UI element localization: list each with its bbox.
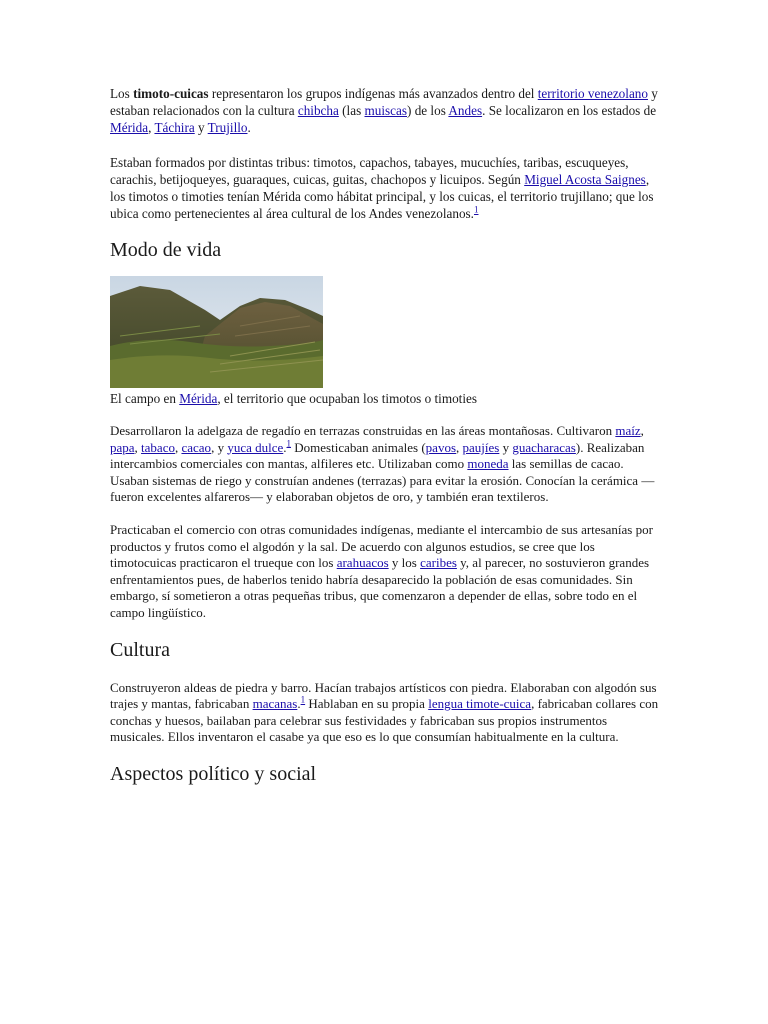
link-tabaco[interactable]: tabaco	[141, 439, 175, 455]
bold-term: timoto-cuicas	[133, 86, 209, 101]
link-yuca-dulce[interactable]: yuca dulce	[227, 439, 284, 455]
text: ). Realizaban intercambios comerciales con mantas, alfileres etc. Utilizaban como	[110, 439, 645, 472]
image-caption	[110, 390, 660, 407]
article-body	[110, 85, 660, 786]
text: ,	[640, 423, 644, 438]
reference-link[interactable]: 1	[286, 438, 292, 449]
heading-modo-de-vida: Modo de vida	[110, 239, 222, 261]
link-papa[interactable]: papa	[110, 439, 135, 455]
modo-de-vida-paragraph-1	[110, 423, 660, 506]
text: Practicaban el comercio con otras comunidades indígenas, mediante el intercambio de sus artesanías por productos y frutos como el algodón y la sal. De acuerdo con algunos estudios, se cree que los timotocuicas practicaron el trueque con los	[110, 521, 653, 571]
text: ,	[134, 439, 142, 455]
text: Hablaban en su propia	[305, 696, 429, 712]
heading-cultura: Cultura	[110, 638, 170, 661]
link-andes[interactable]: Andes	[448, 103, 483, 118]
merida-landscape-image	[110, 276, 323, 388]
text: ) de los	[407, 103, 449, 118]
link-merida-caption[interactable]: Mérida	[179, 391, 218, 406]
text: y	[499, 439, 513, 455]
link-merida[interactable]: Mérida	[110, 120, 149, 135]
text: , los timotos o timoties tenían Mérida como hábitat principal, y los cuicas, el territorio trujillano; que los ubica como pertenecientes al área cultural de los Andes venezolanos.	[110, 172, 654, 221]
link-paujies[interactable]: paujíes	[462, 439, 500, 455]
link-pavos[interactable]: pavos	[425, 439, 457, 455]
link-trujillo[interactable]: Trujillo	[207, 120, 248, 135]
link-macanas[interactable]: macanas	[252, 696, 298, 712]
text: y estaban relacionados con la cultura	[110, 86, 658, 118]
text: Desarrollaron la adelgaza de regadío en terrazas construidas en las áreas montañosas. Cultivaron	[110, 423, 616, 438]
link-arahuacos[interactable]: arahuacos	[336, 555, 389, 571]
text: .	[297, 696, 301, 712]
text: ,	[174, 439, 182, 455]
text: El campo en	[110, 391, 180, 406]
text: y	[194, 120, 208, 135]
link-tachira[interactable]: Táchira	[154, 120, 195, 135]
link-cacao[interactable]: cacao	[181, 439, 212, 455]
text: .	[283, 439, 287, 455]
link-chibcha[interactable]: chibcha	[297, 103, 339, 118]
intro-paragraph-2	[110, 154, 660, 222]
cultura-paragraph	[110, 680, 660, 746]
text: las semillas de cacao. Usaban sistemas de riego y construían andenes (terrazas) para evitar la erosión. Conocían la cerámica —fueron excelentes alfareros— y elaboraban objetos de oro, y también eran textileros.	[110, 456, 655, 505]
link-territorio-venezolano[interactable]: territorio venezolano	[537, 86, 648, 101]
link-guacharacas[interactable]: guacharacas	[512, 439, 576, 455]
link-maiz[interactable]: maíz	[615, 423, 641, 438]
text: representaron los grupos indígenas más avanzados dentro del	[208, 86, 538, 101]
link-miguel-acosta-saignes[interactable]: Miguel Acosta Saignes	[524, 172, 646, 187]
link-muiscas[interactable]: muiscas	[364, 103, 407, 118]
text: , fabricaban collares con conchas y huesos, bailaban para celebrar sus festividades y fabricaban sus propios instrumentos musicales. Ellos inventaron el casabe ya que eso es lo que consumían habitualmente en la cultura.	[110, 696, 659, 745]
intro-paragraph-1	[110, 85, 660, 136]
link-moneda[interactable]: moneda	[467, 456, 509, 472]
text: Construyeron aldeas de piedra y barro. Hacían trabajos artísticos con piedra. Elaboraban con algodón sus trajes y mantas, fabricaban	[110, 679, 657, 712]
text: Domesticaban animales (	[291, 439, 426, 455]
reference-link[interactable]: 1	[300, 694, 306, 705]
text: ,	[148, 120, 155, 135]
text: . Se localizaron en los estados de	[482, 103, 657, 118]
text: , el territorio que ocupaban los timotos o timoties	[217, 391, 477, 406]
text: ,	[456, 439, 463, 455]
heading-aspectos-politico-y-social: Aspectos político y social	[110, 762, 317, 785]
text: Estaban formados por distintas tribus: timotos, capachos, tabayes, mucuchíes, taribas, escuqueyes, carachis, betijoqueyes, guaraques, cuicas, guitas, chachopos y licuipos. Según	[110, 155, 629, 187]
text: y los	[388, 555, 421, 571]
text: (las	[338, 103, 365, 118]
text: .	[247, 120, 251, 135]
text: , y	[211, 439, 228, 455]
reference-link[interactable]: 1	[473, 204, 479, 215]
text: Los	[110, 86, 134, 101]
modo-de-vida-paragraph-2	[110, 522, 660, 622]
link-caribes[interactable]: caribes	[420, 555, 457, 571]
text: y, al parecer, no sostuvieron grandes enfrentamientos pues, de haberlos tenido habría desaparecido la población de esas comunidades. Sin embargo, sí sometieron a otras pequeñas tribus, que comenzaron a depender de ellas, sobre todo en el campo lingüístico.	[110, 555, 650, 620]
link-lengua-timote-cuica[interactable]: lengua timote-cuica	[428, 696, 532, 712]
